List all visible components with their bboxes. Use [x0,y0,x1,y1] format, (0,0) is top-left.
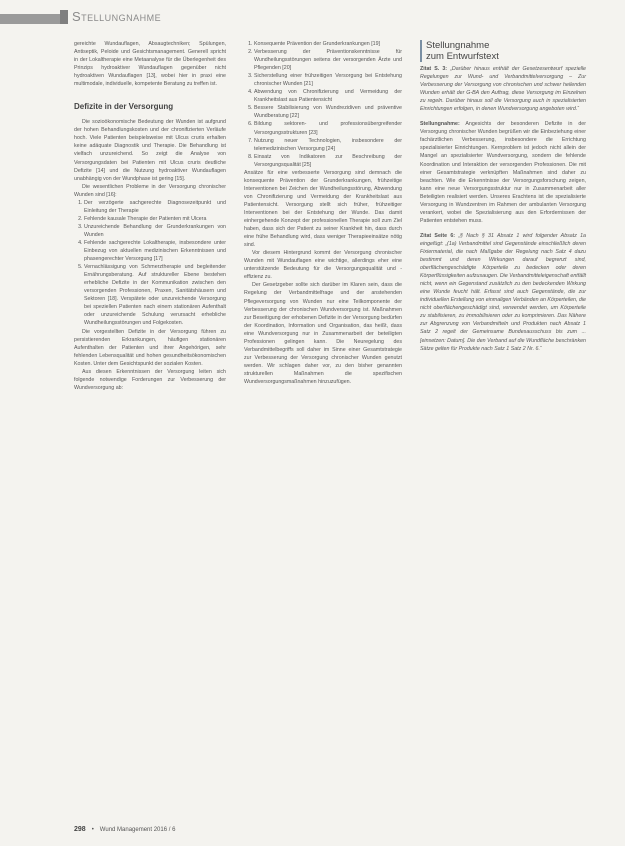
quote-label: Zitat Seite 6: [420,232,456,239]
demands-list [244,40,402,169]
paragraph: Der Gesetzgeber sollte sich darüber im Klaren sein, dass die Regelung der Verbandmittelfrage und der anstehenden Pflegeversorgung von Wunden nur eine Teilkomponente der Verbesserung der chronischen Wundversorgung ist. Maßnahmen zur Beseitigung der erhobenen Defizite in der Versorgung bedürfen der Koordination, Information und Organisation, das heißt, dass eine Wundversorgung nur in Zusammenarbeit der beteiligten Professionen gelingen kann. Die Neuregelung des Verbandmittelbegriffs soll daher im Sinne einer Gesamtstrategie zur Verbesserung der Versorgung chronischer Wunden genutzt werden. Wir schlagen daher vor, zu den bisher genannten strukturellen Maßnahmen die spezifischen Wundversorgungsmaßnahmen hinzuzufügen. [244,282,402,385]
list-item: 5. Vernachlässigung von Schmerztherapie und begleitender Ernährungsberatung. Auf struktureller Ebene bestehen erhebliche Defizite in der Kommunikation zwischen den versorgenden Professionen, Praxen, Sanitätshäusern und Sektoren [18]. Verspätete oder unzureichende Versorgung bei speziellen Patienten nach einem stationären Aufenthalt oder unzureichende Schulung verursacht erhebliche Wundheilungsstörungen und Folgekosten. [84,263,226,327]
list-item: 1. Konsequente Prävention der Grunderkrankungen [19] [254,40,402,48]
paragraph: Aus diesen Erkenntnissen der Versorgung leiten sich folgende notwendige Forderungen zur Verbesserung der Wundversorgung ab: [74,368,226,391]
statement-block [420,120,586,225]
list-item: 4. Abwendung von Chronifizierung und Vermeidung der Krankheitslast aus Patientensicht [254,88,402,104]
header-accent [60,10,68,24]
list-item: 7. Nutzung neuer Technologien, insbesondere der telemedizinischen Versorgung [24] [254,137,402,153]
statement-label: Stellungnahme: [420,121,460,128]
quote-text: „Darüber hinaus enthält der Gesetzesentwurf spezielle Regelungen zur Wund- und Verbandmittelversorgung – Zur Verbesserung der Versorgung von chronischen und schwer heilenden Wunden erhält der G-BA den Auftrag, diese Versorgung im Einzelnen zu regeln. Darüber hinaus soll die Versorgung auch in spezialisierten Einrichtungen erfolgen, in denen Wundversorgung angeboten wird.“ [420,66,586,113]
list-item: 3. Unzureichende Behandlung der Grunderkrankungen von Wunden [84,223,226,239]
quote-block [420,65,586,113]
opinion-title [420,40,586,62]
paragraph: gereichte Wundauflagen, Absaugtechniken; Spülungen, Antiseptik, Peloide und Gesichtsmanagement. Generell spricht in der Lokaltherapie eine Metaanalyse für die Überlegenheit des Prinzips hydroaktiver Wundauflagen gegenüber nicht hydroaktiven Wundauflagen [13], wobei hier in praxi eine multimodale, individuelle, kompetente Beratung zu treffen ist. [74,41,226,88]
page-header [0,8,625,30]
footer-separator-icon: • [91,826,94,833]
list-item: 3. Sicherstellung einer frühzeitigen Versorgung bei Entstehung chronischer Wunden [21] [254,72,402,88]
deficits-list [74,199,226,328]
list-item: 6. Bildung sektoren- und professionsübergreifender Versorgungsstrukturen [23] [254,120,402,136]
paragraph: Die wesentlichen Probleme in der Versorgung chronischer Wunden sind [16]: [74,183,226,198]
paragraph: Vor diesem Hintergrund kommt der Versorgung chronischer Wunden mit Wundauflagen eine wichtige, allerdings eher eine unterstützende Bedeutung für die Versorgungsqualität und -effizienz zu. [244,250,402,281]
list-item: 8. Einsatz von Indikatoren zur Beschreibung der Versorgungsqualität [25] [254,153,402,169]
list-item: 2. Verbesserung der Präventionskenntnisse für Wundheilungsstörungen seitens der versorgenden Ärzte und Pflegenden [20] [254,48,402,72]
paragraph: Die vorgestellten Defizite in der Versorgung führen zu persistierenden Erkrankungen, häufigen stationären Aufenthalten der Patienten und ihrer Angehörigen, sehr fehlenden Lebensqualität und hohen gesundheitsökonomischen Kosten. Unter dem Gesichtspunkt der sozialen Kosten. [74,328,226,367]
list-item: 2. Fehlende kausale Therapie der Patienten mit Ulcera [84,215,226,223]
paragraph: Ansätze für eine verbesserte Versorgung sind demnach die konsequente Prävention der Grunderkrankungen, frühzeitige Interventionen bei Zeichen der Wundheilungsstörung, Abwendung von Chronifizierung und Vermeidung der Krankheitslast aus Patientensicht. Versorgung stellt sich früher, frühzeitiger Interventionen bei der Entstehung der Wunde. Das damit einhergehende Konzept der professionellen Therapie soll zum Ziel haben, dass sich der Patient zu seiner Krankheit hin, dass durch eine frühe Behandlung wird, dass weniger Therapieeinsätze nötig sind. [244,169,402,249]
statement-text: Angesichts der besonderen Defizite in der Versorgung chronischer Wunden begrüßen wir die Einbeziehung einer fachärztlichen Verbesserung, insbesondere die Errichtung spezialisierter Einrichtungen. Kernproblem ist jedoch nicht allein der Mangel an spezialisierter Wundversorgung, sondern die fehlende Koordination und Interaktion der versorgenden Professionen. Die mit einer Gesamtstrategie verknüpften Maßnahmen sind daher zu beachten. Wie die Erkenntnisse der Versorgungsforschung zeigen, kann eine neue Versorgungsstruktur nur in Zusammenarbeit aller Beteiligten realisiert werden. Unseres Erachtens ist die spezialisierte Versorgung in Wundzentren im Rahmen der ambulanten Versorgung verankert, wobei die Spezialisierung aus den Erfordernissen der Patienten entstehen muss. [420,121,586,224]
quote-block [420,232,586,353]
quote-text: „§ Nach § 31 Absatz 1 wird folgender Absatz 1a eingefügt: „(1a) Verbandmittel sind Gegenstände einschließlich deren Fixiermaterial, die nach Maßgabe der Regelung nach Satz 4 dazu bestimmt und deren Wirkungen darauf begrenzt sind, oberflächengeschädigte Körperteile zu bedecken oder deren Körperflüssigkeiten aufzusaugen. Die Verbandmitteleigenschaft entfällt nicht, wenn ein Gegenstand zusätzlich zu den bedeckenden Wirkung eine Wunde feucht hält. Erfasst sind auch Gegenstände, die zur individuellen Erstellung von einmaligen Verbänden an Körperteilen, die nicht oberflächengeschädigt sind, verwendet werden, um Körperteile zu stabilisieren, zu immobilisieren oder zu komprimieren. Das Nähere zur Abgrenzung von Verbandmitteln und Produkten nach Absatz 1 Satz 2 regelt der Gemeinsame Bundesausschuss bis zum ... [einsetzen: Datum]. Die den Verband auf die Wundfläche beschränken Sätze gelten für Produkte nach Satz 1 Satz 2 Nr. 6.“ [420,232,586,352]
column-right [420,40,586,353]
opinion-title-line1: Stellungnahme [426,40,490,51]
opinion-title-line2: zum Entwurfstext [426,51,499,62]
section-heading: Defizite in der Versorgung [74,102,174,112]
list-item: 1. Der verzögerte sachgerechte Diagnosezeitpunkt und Einleitung der Therapie [84,199,226,215]
page-footer [74,826,175,833]
page-number: 298 [74,826,86,833]
list-item: 4. Fehlende sachgerechte Lokaltherapie, insbesondere unter Einbezug von aktuellen medizinischen Erkenntnissen und phasengerechter Versorgung [17] [84,239,226,263]
list-item: 5. Bessere Stabilisierung von Wundrezidiven und präventive Wundberatung [22] [254,104,402,120]
section-label: Stellungnahme [72,9,162,24]
quote-label: Zitat S. 3: [420,66,448,72]
header-strip [0,14,60,24]
journal-name: Wund Management 2016 / 6 [99,826,176,833]
column-middle [244,40,402,386]
column-left [74,40,226,392]
paragraph: Die sozioökonomische Bedeutung der Wunden ist aufgrund der hohen Behandlungskosten und der chronifizierten Verläufe hoch. Viele Patienten beispielsweise mit Ulcus cruris erhalten keine adäquate Diagnostik und Therapie. Die Behandlung ist vielfach unzureichend. So zeigt die Analyse von Versorgungsdaten bei Patienten mit Ulcus cruris deutliche Defizite [14] und die Nutzung hydroaktiver Wundauflagen unabhängig von der Wundphase ist gering [15]. [74,119,226,182]
